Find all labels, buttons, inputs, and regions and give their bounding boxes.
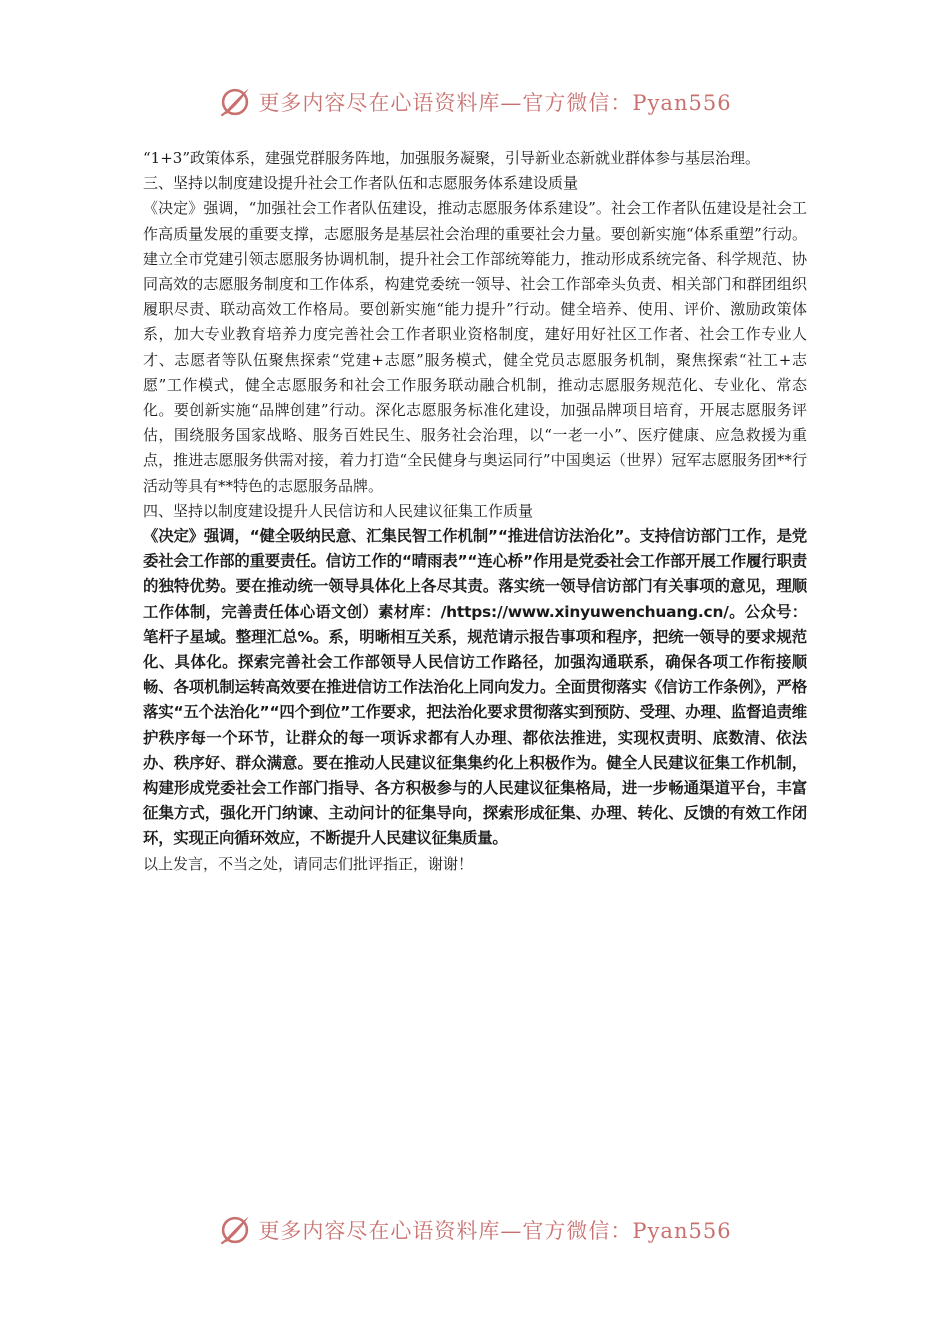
header-watermark-banner [0,82,950,122]
footer-watermark-banner [0,1210,950,1250]
watermark-text: 更多内容尽在心语资料库—官方微信：Pyan556 [258,1219,732,1243]
pen-quill-logo-icon [218,85,252,119]
paragraph-policy-system: “1+3”政策体系，建强党群服务阵地，加强服务凝聚，引导新业态新就业群体参与基层治理。 [143,149,760,167]
pen-quill-logo-icon [218,1213,252,1247]
paragraph-closing-remarks: 以上发言，不当之处，请同志们批评指正，谢谢！ [143,854,474,873]
watermark-text: 更多内容尽在心语资料库—官方微信：Pyan556 [258,91,732,115]
paragraph-social-workers: 《决定》强调，“加强社会工作者队伍建设，推动志愿服务体系建设”。社会工作者队伍建设是社会工作高质量发展的重要支撑，志愿服务是基层社会治理的重要社会力量。要创新实施“体系重塑”行动。建立全市党建引领志愿服务协调机制，提升社会工作部统筹能力，推动形成系统完备、科学规范、协同高效的志愿服务制度和工作体系，构建党委统一领导、社会工作部牵头负责、相关部门和群团组织履职尽责、联动高效工作格局。要创新实施“能力提升”行动。健全培养、使用、评价、激励政策体系，加大专业教育培养力度完善社会工作者职业资格制度，建好用好社区工作者、社会工作专业人才、志愿者等队伍聚焦探索“党建+志愿”服务模式，健全党员志愿服务机制，聚焦探索“社工+志愿”工作模式，健全志愿服务和社会工作服务联动融合机制，推动志愿服务规范化、专业化、常态化。要创新实施“品牌创建”行动。深化志愿服务标准化建设，加强品牌项目培育，开展志愿服务评估，围绕服务国家战略、服务百姓民生、服务社会治理，以“一老一小”、医疗健康、应急救援为重点，推进志愿服务供需对接，着力打造“全民健身与奥运同行”中国奥运（世界）冠军志愿服务团**行活动等具有**特色的志愿服务品牌。 [143,199,807,495]
section-heading-four: 四、坚持以制度建设提升人民信访和人民建议征集工作质量 [143,501,534,520]
section-heading-three: 三、坚持以制度建设提升社会工作者队伍和志愿服务体系建设质量 [143,174,579,193]
paragraph-petition-work: 《决定》强调，“健全吸纳民意、汇集民智工作机制”“推进信访法治化”。支持信访部门工作，是党委社会工作部的重要责任。信访工作的“晴雨表”“连心桥”作用是党委社会工作部开展工作履行职责的独特优势。要在推动统一领导具体化上各尽其责。落实统一领导信访部门有关事项的意见，理顺工作体制，完善责任体心语文创）素材库：/https://www.xinyuwenchuang.cn/。公众号：笔杆子星域。整理汇总%。系，明晰相互关系，规范请示报告事项和程序，把统一领导的要求规范化、具体化。探索完善社会工作部领导人民信访工作路径，加强沟通联系，确保各项工作衔接顺畅、各项机制运转高效要在推进信访工作法治化上同向发力。全面贯彻落实《信访工作条例》，严格落实“五个法治化”“四个到位”工作要求，把法治化要求贯彻落实到预防、受理、办理、监督追责维护秩序每一个环节，让群众的每一项诉求都有人办理、都依法推进，实现权责明、底数清、依法办、秩序好、群众满意。要在推动人民建议征集集约化上积极作为。健全人民建议征集工作机制，构建形成党委社会工作部门指导、各方积极参与的人民建议征集格局，进一步畅通渠道平台，丰富征集方式，强化开门纳谏、主动问计的征集导向，探索形成征集、办理、转化、反馈的有效工作闭环，实现正向循环效应，不断提升人民建议征集质量。 [143,527,807,848]
document-body [143,146,807,877]
